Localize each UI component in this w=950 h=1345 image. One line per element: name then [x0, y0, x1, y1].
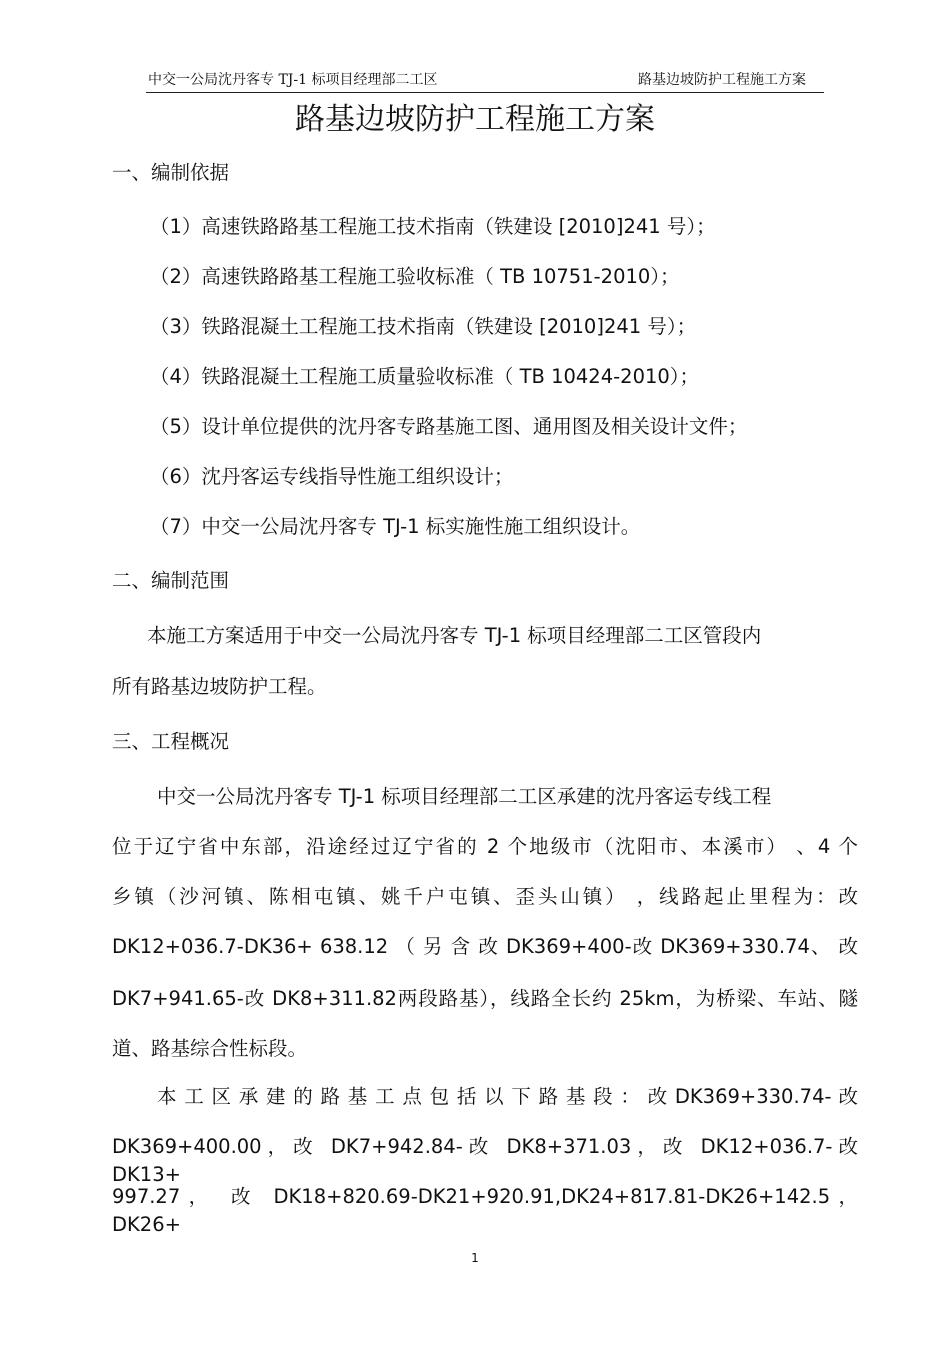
overview-paragraph-1-line-3: 乡镇（沙河镇、陈相屯镇、姚千户屯镇、歪头山镇） ，线路起止里程为：改	[112, 885, 858, 908]
running-header	[146, 70, 824, 93]
page-number: 1	[471, 1251, 479, 1265]
overview-paragraph-2-line-3: 997.27， 改 DK18+820.69-DK21+920.91,DK24+817.81-DK26+142.5， DK26+	[112, 1185, 858, 1236]
overview-paragraph-2-line-2: DK369+400.00，改 DK7+942.84-改 DK8+371.03，改 DK12+036.7-改 DK13+	[112, 1135, 858, 1186]
section-heading-scope: 二、编制范围	[112, 569, 230, 592]
page-title: 路基边坡防护工程施工方案	[295, 102, 655, 137]
basis-item-6: （6）沈丹客运专线指导性施工组织设计；	[150, 465, 514, 488]
section-heading-overview: 三、工程概况	[112, 730, 230, 753]
header-right-text: 路基边坡防护工程施工方案	[638, 72, 806, 88]
overview-paragraph-1-line-6: 道、路基综合性标段。	[112, 1037, 308, 1060]
overview-paragraph-2-line-1: 本 工 区 承 建 的 路 基 工 点 包 括 以 下 路 基 段 ： 改 DK369+330.74- 改	[157, 1085, 858, 1108]
header-left-text: 中交一公局沈丹客专 TJ-1 标项目经理部二工区	[148, 72, 438, 88]
overview-paragraph-1-line-1: 中交一公局沈丹客专 TJ-1 标项目经理部二工区承建的沈丹客运专线工程	[157, 785, 772, 808]
overview-paragraph-1-line-4: DK12+036.7-DK36+ 638.12 （ 另 含 改 DK369+400-改 DK369+330.74、 改	[112, 935, 858, 958]
overview-paragraph-1-line-2: 位于辽宁省中东部，沿途经过辽宁省的 2 个地级市（沈阳市、本溪市） 、4 个	[112, 835, 858, 858]
overview-paragraph-1-line-5: DK7+941.65-改 DK8+311.82两段路基），线路全长约 25km，为桥梁、车站、隧	[112, 987, 858, 1010]
basis-item-2: （2）高速铁路路基工程施工验收标准（ TB 10751-2010）；	[150, 265, 680, 288]
scope-paragraph-line-2: 所有路基边坡防护工程。	[112, 675, 327, 698]
basis-item-1: （1）高速铁路路基工程施工技术指南（铁建设 [2010]241 号）；	[150, 215, 716, 238]
scope-paragraph-line-1: 本施工方案适用于中交一公局沈丹客专 TJ-1 标项目经理部二工区管段内	[147, 624, 762, 647]
basis-item-3: （3）铁路混凝土工程施工技术指南（铁建设 [2010]241 号）；	[150, 315, 697, 338]
basis-item-5: （5）设计单位提供的沈丹客专路基施工图、通用图及相关设计文件；	[150, 415, 748, 438]
basis-item-4: （4）铁路混凝土工程施工质量验收标准（ TB 10424-2010）；	[150, 365, 700, 388]
basis-item-7: （7）中交一公局沈丹客专 TJ-1 标实施性施工组织设计。	[150, 515, 641, 538]
section-heading-basis: 一、编制依据	[112, 161, 230, 184]
